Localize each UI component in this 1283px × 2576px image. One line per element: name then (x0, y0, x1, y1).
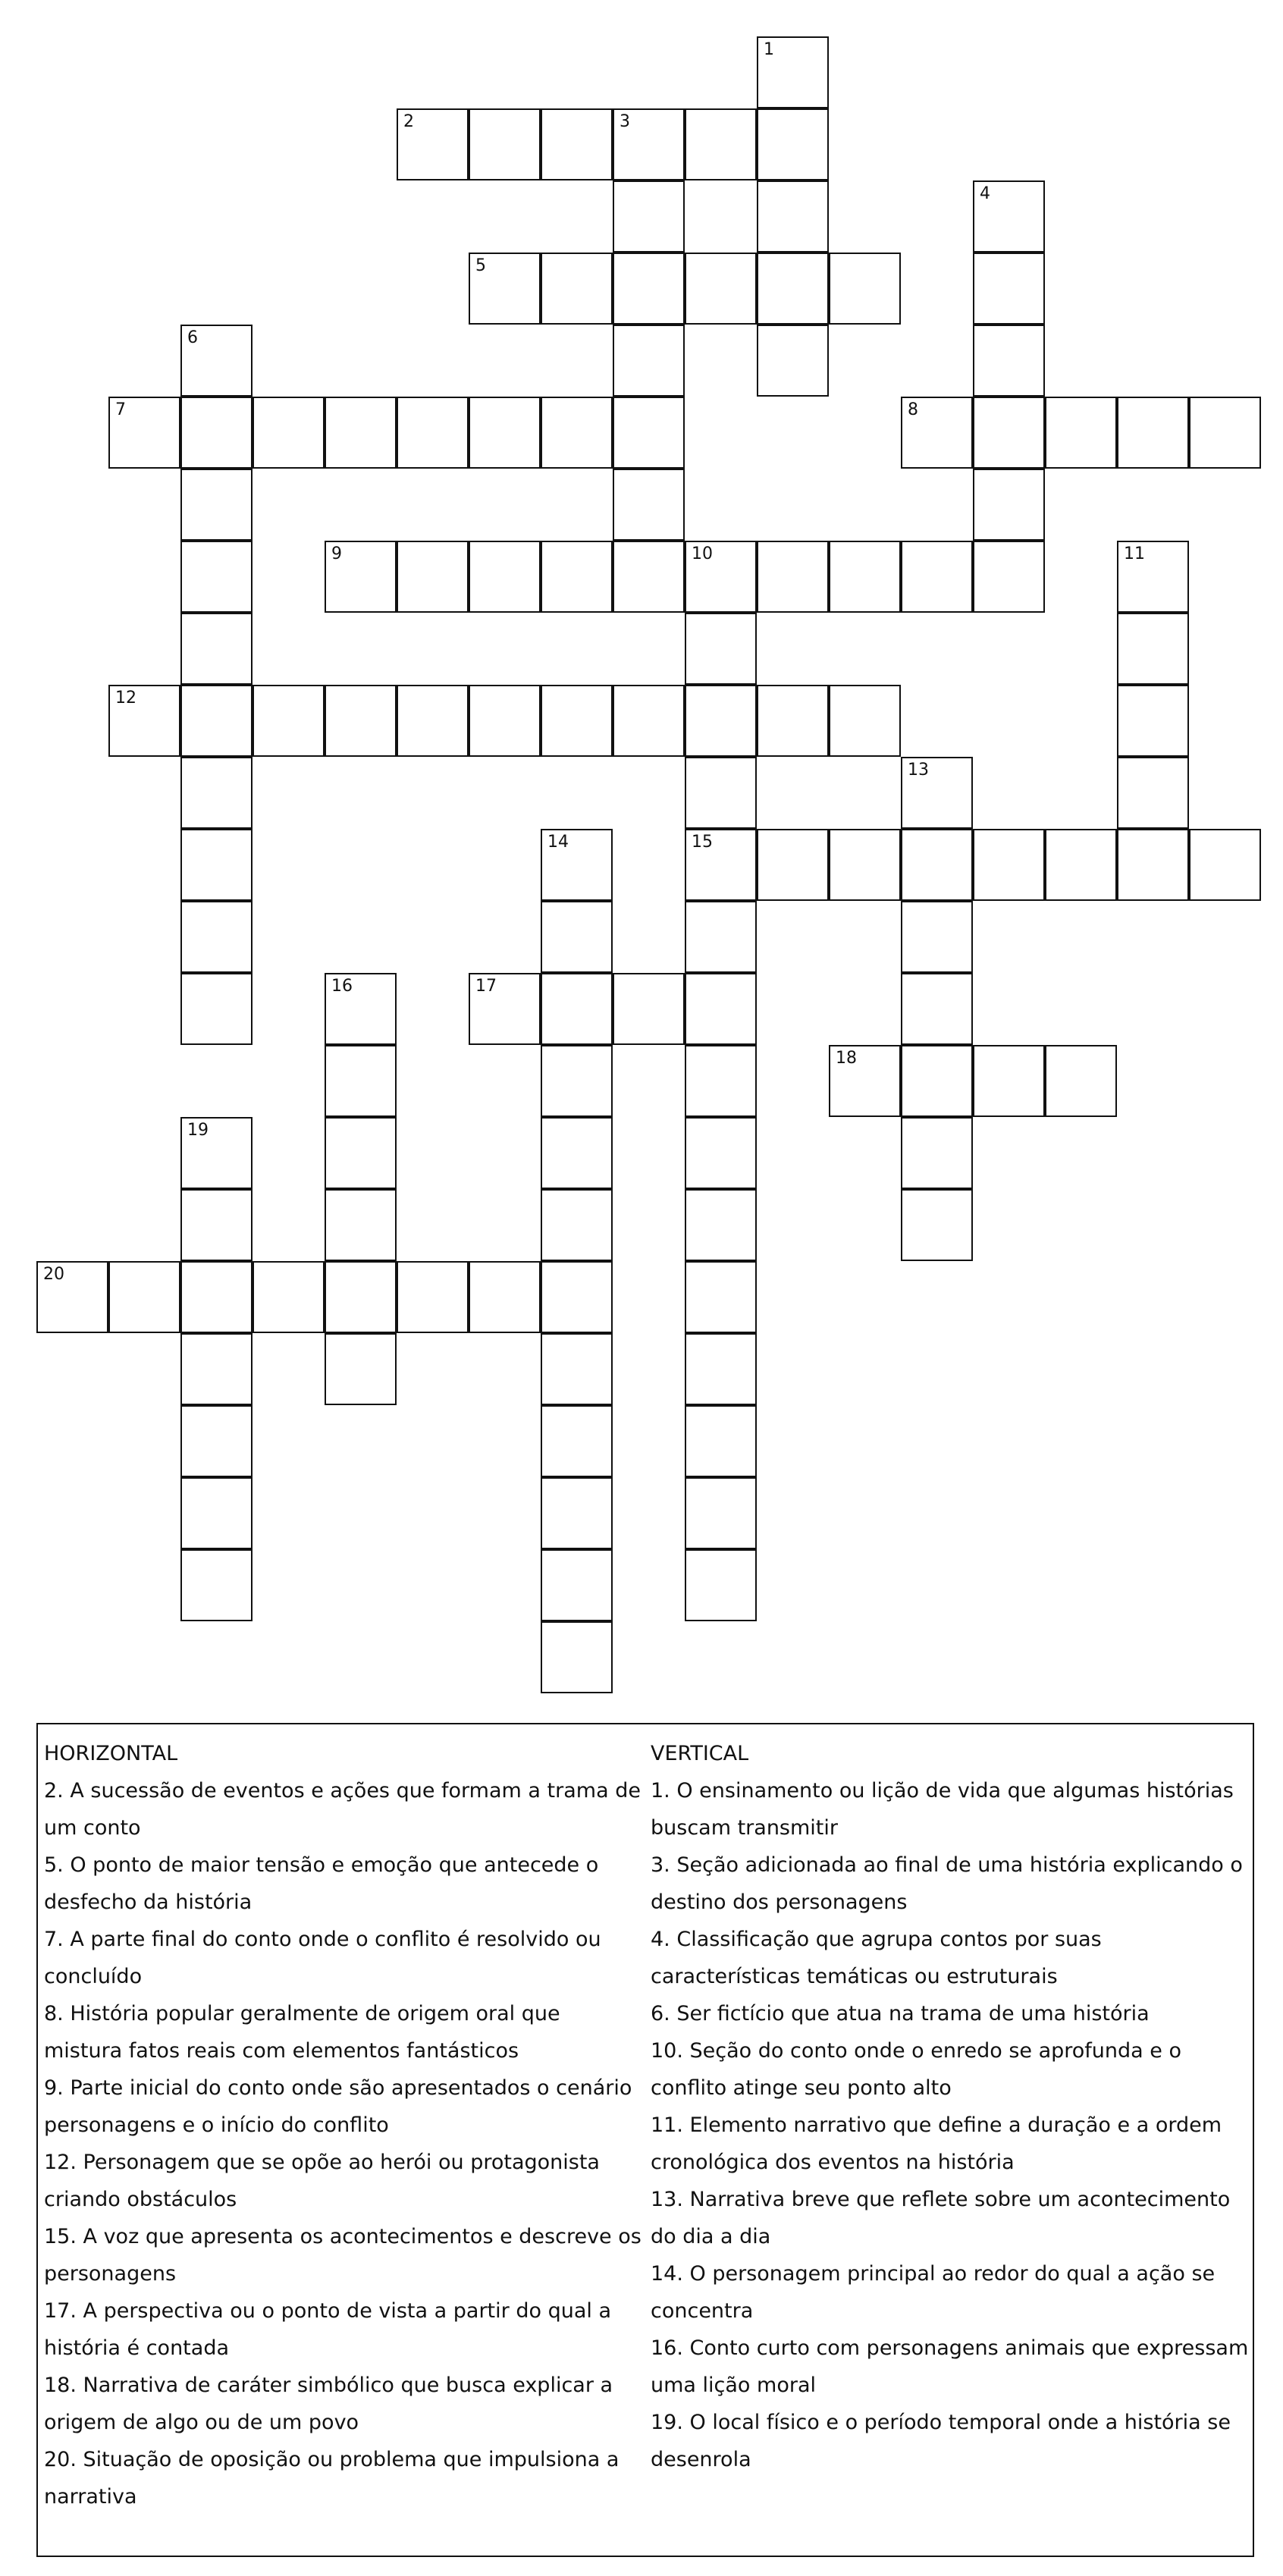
grid-cell[interactable] (901, 829, 973, 901)
clue-number: 7 (115, 400, 126, 419)
grid-cell[interactable] (541, 1405, 613, 1477)
grid-cell[interactable] (973, 180, 1045, 253)
grid-cell[interactable] (180, 325, 253, 397)
grid-cell[interactable] (469, 397, 541, 469)
grid-cell[interactable] (901, 757, 973, 829)
grid-cell[interactable] (685, 1045, 757, 1117)
clue-h5: 5. O ponto de maior tensão e emoção que antecede o desfecho da história (44, 1853, 599, 1914)
grid-cell[interactable] (180, 1189, 253, 1261)
clue-number: 13 (908, 761, 929, 780)
clue-h7: 7. A parte final do conto onde o conflito é resolvido ou concluído (44, 1928, 601, 1988)
grid-cell[interactable] (613, 325, 685, 397)
grid-cell[interactable] (685, 613, 757, 685)
grid-cell[interactable] (180, 1549, 253, 1621)
grid-cell[interactable] (180, 1333, 253, 1405)
grid-cell[interactable] (541, 253, 613, 325)
grid-cell[interactable] (541, 1333, 613, 1405)
grid-cell[interactable] (757, 108, 829, 180)
grid-cell[interactable] (973, 469, 1045, 541)
clue-v6: 6. Ser fictício que atua na trama de uma história (651, 2002, 1150, 2025)
grid-cell[interactable] (901, 901, 973, 973)
grid-cell[interactable] (685, 541, 757, 613)
clues-box (36, 1723, 1254, 2557)
grid-cell[interactable] (325, 1333, 397, 1405)
grid-cell[interactable] (469, 685, 541, 757)
grid-cell[interactable] (1117, 397, 1189, 469)
grid-cell[interactable] (397, 541, 469, 613)
grid-cell[interactable] (901, 397, 973, 469)
grid-cell[interactable] (685, 253, 757, 325)
grid-cell[interactable] (108, 397, 180, 469)
grid-cell[interactable] (685, 973, 757, 1045)
grid-cell[interactable] (829, 829, 901, 901)
clue-v16: 16. Conto curto com personagens animais que expressam uma lição moral (651, 2336, 1249, 2397)
grid-cell[interactable] (180, 973, 253, 1045)
grid-cell[interactable] (325, 1261, 397, 1333)
grid-cell[interactable] (397, 397, 469, 469)
clue-v13: 13. Narrativa breve que reflete sobre um acontecimento do dia a dia (651, 2188, 1231, 2248)
grid-cell[interactable] (325, 397, 397, 469)
grid-cell[interactable] (1045, 1045, 1117, 1117)
grid-cell[interactable] (685, 1189, 757, 1261)
grid-cell[interactable] (1117, 541, 1189, 613)
horizontal-heading: HORIZONTAL (44, 1742, 178, 1765)
grid-cell[interactable] (541, 685, 613, 757)
grid-cell[interactable] (397, 685, 469, 757)
grid-cell[interactable] (685, 1405, 757, 1477)
clue-h15: 15. A voz que apresenta os acontecimentos e descreve os personagens (44, 2225, 642, 2286)
grid-cell[interactable] (757, 541, 829, 613)
horizontal-clues (44, 1735, 643, 2515)
grid-cell[interactable] (973, 829, 1045, 901)
grid-cell[interactable] (325, 1045, 397, 1117)
grid-cell[interactable] (541, 829, 613, 901)
grid-cell[interactable] (180, 901, 253, 973)
grid-cell[interactable] (253, 397, 325, 469)
grid-cell[interactable] (973, 253, 1045, 325)
grid-cell[interactable] (541, 541, 613, 613)
clue-h8: 8. História popular geralmente de origem oral que mistura fatos reais com elementos fantásticos (44, 2002, 560, 2063)
clue-h9: 9. Parte inicial do conto onde são apresentados o cenário personagens e o início do conflito (44, 2076, 632, 2137)
grid-cell[interactable] (325, 685, 397, 757)
grid-cell[interactable] (757, 36, 829, 108)
grid-cell[interactable] (541, 1045, 613, 1117)
grid-cell[interactable] (541, 1477, 613, 1549)
grid-cell[interactable] (325, 1189, 397, 1261)
grid-cell[interactable] (613, 108, 685, 180)
clue-v1: 1. O ensinamento ou lição de vida que algumas histórias buscam transmitir (651, 1779, 1234, 1840)
grid-cell[interactable] (541, 108, 613, 180)
grid-cell[interactable] (1117, 757, 1189, 829)
grid-cell[interactable] (469, 541, 541, 613)
grid-cell[interactable] (613, 469, 685, 541)
grid-cell[interactable] (685, 1261, 757, 1333)
grid-cell[interactable] (397, 108, 469, 180)
grid-cell[interactable] (685, 901, 757, 973)
grid-cell[interactable] (180, 613, 253, 685)
grid-cell[interactable] (108, 1261, 180, 1333)
clue-h20: 20. Situação de oposição ou problema que impulsiona a narrativa (44, 2448, 620, 2509)
clue-number: 11 (1124, 544, 1145, 563)
grid-cell[interactable] (1117, 685, 1189, 757)
grid-cell[interactable] (973, 1045, 1045, 1117)
grid-cell[interactable] (685, 1117, 757, 1189)
clue-number: 12 (115, 689, 136, 708)
clue-h17: 17. A perspectiva ou o ponto de vista a partir do qual a história é contada (44, 2299, 611, 2360)
grid-cell[interactable] (685, 1549, 757, 1621)
grid-cell[interactable] (613, 541, 685, 613)
clue-v3: 3. Seção adicionada ao final de uma história explicando o destino dos personagens (651, 1853, 1243, 1914)
clue-number: 9 (331, 544, 342, 563)
grid-cell[interactable] (325, 973, 397, 1045)
clue-number: 18 (836, 1049, 857, 1068)
grid-cell[interactable] (469, 973, 541, 1045)
grid-cell[interactable] (469, 1261, 541, 1333)
clue-number: 6 (187, 328, 198, 347)
grid-cell[interactable] (253, 1261, 325, 1333)
grid-cell[interactable] (685, 757, 757, 829)
grid-cell[interactable] (829, 253, 901, 325)
clue-number: 19 (187, 1121, 209, 1140)
grid-cell[interactable] (973, 325, 1045, 397)
clue-number: 2 (403, 112, 414, 131)
clue-number: 5 (475, 256, 486, 275)
clue-number: 4 (980, 184, 990, 203)
grid-cell[interactable] (901, 1045, 973, 1117)
grid-cell[interactable] (541, 1117, 613, 1189)
grid-cell[interactable] (757, 253, 829, 325)
clue-number: 10 (692, 544, 713, 563)
clue-v14: 14. O personagem principal ao redor do qual a ação se concentra (651, 2262, 1216, 2323)
grid-cell[interactable] (541, 1189, 613, 1261)
grid-cell[interactable] (36, 1261, 108, 1333)
grid-cell[interactable] (973, 541, 1045, 613)
grid-cell[interactable] (180, 685, 253, 757)
clue-v19: 19. O local físico e o período temporal onde a história se desenrola (651, 2411, 1231, 2471)
grid-cell[interactable] (180, 1261, 253, 1333)
vertical-clues (651, 1735, 1250, 2478)
grid-cell[interactable] (685, 1333, 757, 1405)
clue-number: 15 (692, 833, 713, 852)
grid-cell[interactable] (397, 1261, 469, 1333)
clue-number: 3 (620, 112, 630, 131)
grid-cell[interactable] (541, 1261, 613, 1333)
grid-cell[interactable] (1189, 397, 1261, 469)
grid-cell[interactable] (541, 901, 613, 973)
clue-number: 16 (331, 977, 353, 996)
grid-cell[interactable] (613, 397, 685, 469)
clue-v11: 11. Elemento narrativo que define a duração e a ordem cronológica dos eventos na história (651, 2113, 1222, 2174)
grid-cell[interactable] (469, 108, 541, 180)
grid-cell[interactable] (180, 1405, 253, 1477)
grid-cell[interactable] (541, 973, 613, 1045)
grid-cell[interactable] (180, 469, 253, 541)
grid-cell[interactable] (901, 1117, 973, 1189)
grid-cell[interactable] (757, 180, 829, 253)
clue-h2: 2. A sucessão de eventos e ações que formam a trama de um conto (44, 1779, 641, 1840)
grid-cell[interactable] (325, 1117, 397, 1189)
grid-cell[interactable] (180, 397, 253, 469)
grid-cell[interactable] (973, 397, 1045, 469)
grid-cell[interactable] (1045, 397, 1117, 469)
grid-cell[interactable] (1189, 829, 1261, 901)
clue-h18: 18. Narrativa de caráter simbólico que busca explicar a origem de algo ou de um povo (44, 2374, 613, 2434)
grid-cell[interactable] (757, 325, 829, 397)
grid-cell[interactable] (180, 1477, 253, 1549)
grid-cell[interactable] (469, 253, 541, 325)
grid-cell[interactable] (901, 1189, 973, 1261)
grid-cell[interactable] (1117, 829, 1189, 901)
grid-cell[interactable] (1045, 829, 1117, 901)
grid-cell[interactable] (685, 1477, 757, 1549)
grid-cell[interactable] (901, 541, 973, 613)
grid-cell[interactable] (901, 973, 973, 1045)
grid-cell[interactable] (613, 685, 685, 757)
clue-v4: 4. Classificação que agrupa contos por suas características temáticas ou estruturais (651, 1928, 1102, 1988)
clue-number: 1 (764, 40, 774, 59)
grid-cell[interactable] (757, 829, 829, 901)
clue-number: 14 (547, 833, 569, 852)
clue-number: 20 (43, 1265, 64, 1284)
grid-cell[interactable] (180, 829, 253, 901)
grid-cell[interactable] (180, 757, 253, 829)
grid-cell[interactable] (1117, 613, 1189, 685)
vertical-heading: VERTICAL (651, 1742, 749, 1765)
grid-cell[interactable] (180, 541, 253, 613)
grid-cell[interactable] (685, 829, 757, 901)
grid-cell[interactable] (541, 1621, 613, 1693)
clue-v10: 10. Seção do conto onde o enredo se aprofunda e o conflito atinge seu ponto alto (651, 2039, 1181, 2100)
grid-cell[interactable] (685, 685, 757, 757)
clue-number: 8 (908, 400, 918, 419)
grid-cell[interactable] (613, 253, 685, 325)
grid-cell[interactable] (613, 180, 685, 253)
grid-cell[interactable] (541, 1549, 613, 1621)
grid-cell[interactable] (613, 973, 685, 1045)
grid-cell[interactable] (325, 541, 397, 613)
grid-cell[interactable] (180, 1117, 253, 1189)
grid-cell[interactable] (829, 685, 901, 757)
grid-cell[interactable] (829, 1045, 901, 1117)
clue-number: 17 (475, 977, 497, 996)
clue-h12: 12. Personagem que se opõe ao herói ou protagonista criando obstáculos (44, 2151, 600, 2211)
grid-cell[interactable] (829, 541, 901, 613)
grid-cell[interactable] (108, 685, 180, 757)
grid-cell[interactable] (541, 397, 613, 469)
grid-cell[interactable] (757, 685, 829, 757)
grid-cell[interactable] (685, 108, 757, 180)
grid-cell[interactable] (253, 685, 325, 757)
